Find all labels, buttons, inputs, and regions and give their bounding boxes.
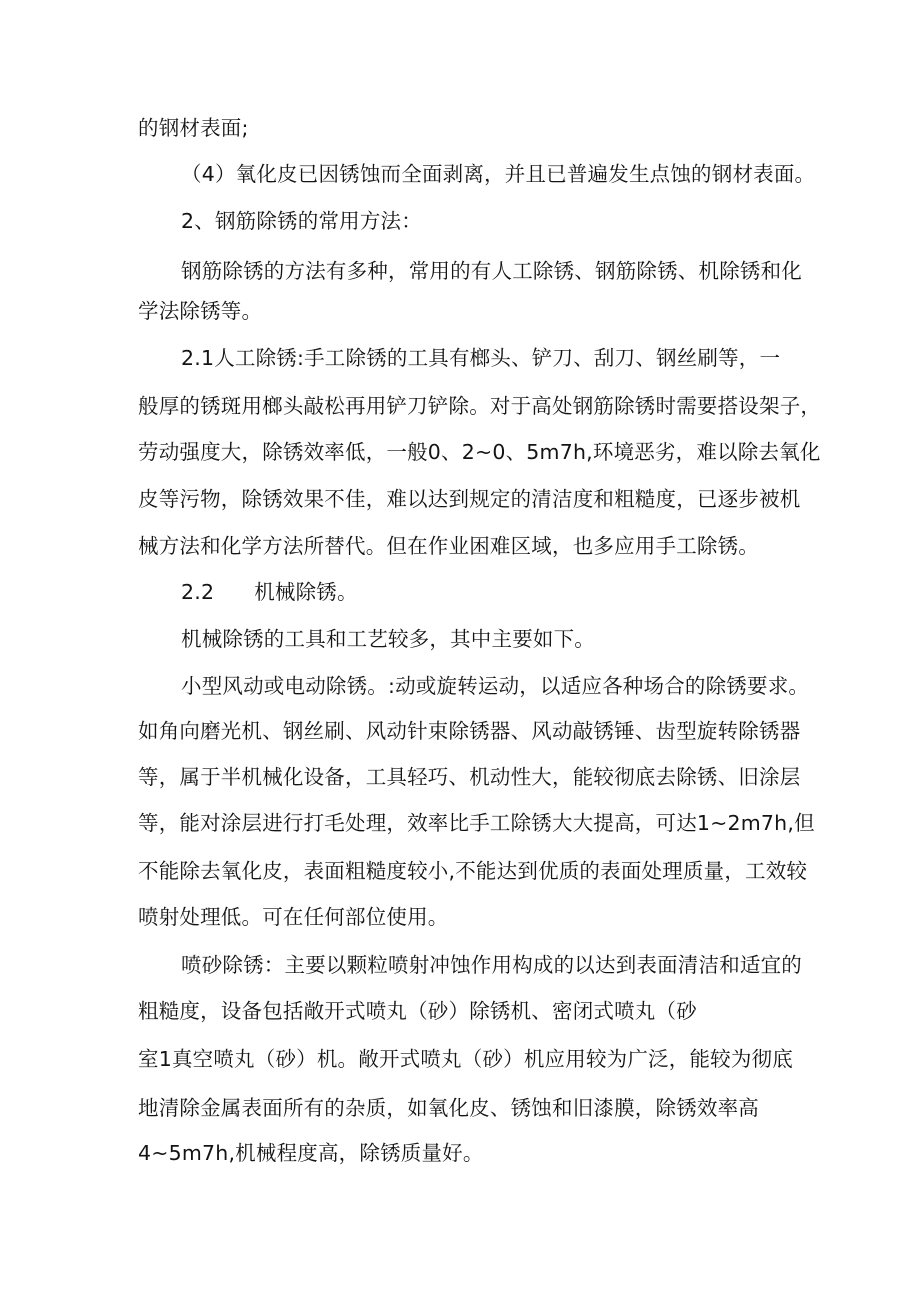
- text-line: 劳动强度大，除锈效率低，一般0、2~0、5m7h,环境恶劣，难以除去氧化: [138, 440, 821, 464]
- text-line: 等，能对涂层进行打毛处理，效率比手工除锈大大提高，可达1~2m7h,但: [138, 811, 815, 835]
- text-line: 地清除金属表面所有的杂质，如氧化皮、锈蚀和旧漆膜，除锈效率高: [138, 1096, 759, 1120]
- text-line: 钢筋除锈的方法有多种，常用的有人工除锈、钢筋除锈、机除锈和化: [181, 259, 802, 283]
- text-line: 等，属于半机械化设备，工具轻巧、机动性大，能较彻底去除锈、旧涂层: [138, 765, 801, 789]
- text-line: 喷射处理低。可在任何部位使用。: [138, 905, 449, 929]
- text-line: 小型风动或电动除锈。:动或旋转运动，以适应各种场合的除锈要求。: [181, 674, 810, 698]
- text-line: 学法除锈等。: [138, 299, 263, 323]
- text-line: 机械除锈的工具和工艺较多，其中主要如下。: [181, 627, 595, 651]
- text-line: 械方法和化学方法所替代。但在作业困难区域，也多应用手工除锈。: [138, 534, 759, 558]
- section-number: 2.2: [181, 580, 215, 604]
- text-line: 的钢材表面;: [138, 116, 249, 140]
- text-line: 皮等污物，除锈效果不佳，难以达到规定的清洁度和粗糙度，已逐步被机: [138, 487, 801, 511]
- text-line: （4）氧化皮已因锈蚀而全面剥离，并且已普遍发生点蚀的钢材表面。: [181, 162, 816, 186]
- section-heading: 2、钢筋除锈的常用方法：: [181, 209, 422, 233]
- text-line: 4~5m7h,机械程度高，除锈质量好。: [138, 1141, 484, 1165]
- text-line: 粗糙度，设备包括敞开式喷丸（砂）除锈机、密闭式喷丸（砂: [138, 999, 697, 1023]
- text-line: 2.1人工除锈:手工除锈的工具有榔头、铲刀、刮刀、钢丝刷等，一: [181, 346, 781, 370]
- text-line: 喷砂除锈：主要以颗粒喷射冲蚀作用构成的以达到表面清洁和适宜的: [181, 953, 802, 977]
- text-line: 不能除去氧化皮，表面粗糙度较小,不能达到优质的表面处理质量，工效较: [138, 859, 808, 883]
- text-line: 如角向磨光机、钢丝刷、风动针束除锈器、风动敲锈锤、齿型旋转除锈器: [138, 719, 801, 743]
- text-line: 般厚的锈斑用榔头敲松再用铲刀铲除。对于高处钢筋除锈时需要搭设架子，: [138, 394, 822, 418]
- section-heading: [181, 578, 358, 606]
- text-line: 室1真空喷丸（砂）机。敞开式喷丸（砂）机应用较为广泛，能较为彻底: [138, 1047, 793, 1071]
- section-title: 机械除锈。: [254, 580, 358, 604]
